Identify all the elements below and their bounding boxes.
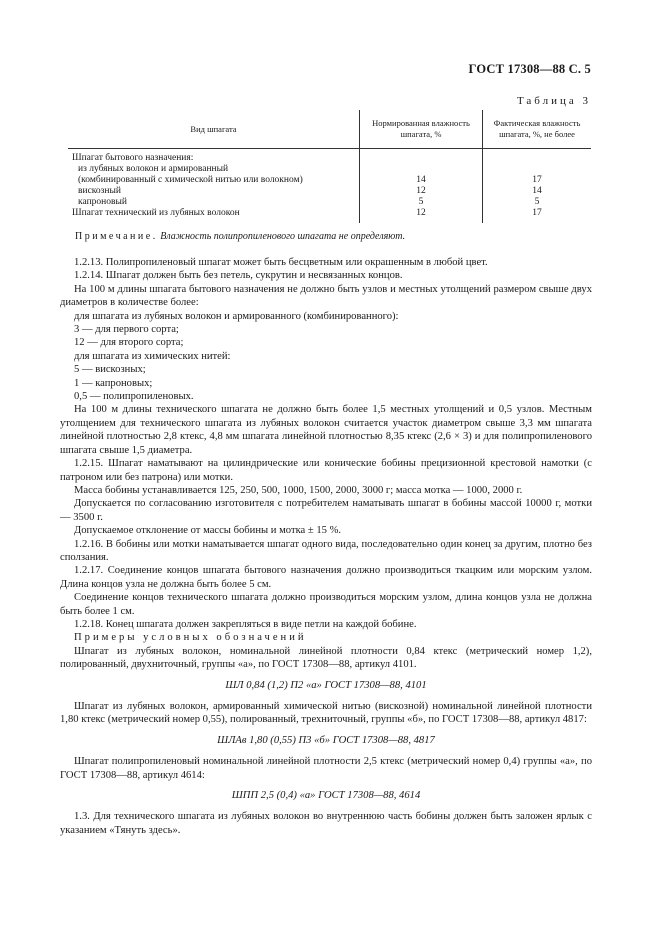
page-header: ГОСТ 17308—88 С. 5 xyxy=(468,62,591,76)
designation-code: ШПП 2,5 (0,4) «а» ГОСТ 17308—88, 4614 xyxy=(231,790,421,802)
row-label: (комбинированный с химической нитью или волокном) xyxy=(68,175,360,186)
row-norm: 5 xyxy=(360,197,483,208)
table-caption: Таблица 3 xyxy=(516,95,591,107)
example-text: Шпагат из лубяных волокон, номинальной линейной плотности 0,84 ктекс (метрический номер 1,2), полированный, двухниточный, группы «а», по ГОСТ 17308—88, артикул 4101. xyxy=(60,645,592,671)
paragraph: На 100 м длины шпагата бытового назначения не должно быть узлов и местных утолщений размером свыше двух диаметров в количестве более: xyxy=(60,283,592,309)
paragraph: Допускаемое отклонение от массы бобины и мотка ± 15 %. xyxy=(74,525,342,537)
list-item: для шпагата из химических нитей: xyxy=(74,350,231,362)
col-header-fact: Фактическая влажность шпагата, %, не более xyxy=(483,110,592,149)
paragraph: Соединение концов технического шпагата должно производиться морским узлом, длина концов узла не должна быть более 1 см. xyxy=(60,592,592,617)
example-text: Шпагат из лубяных волокон, армированный химической нитью (вискозной) номинальной линейной плотности 1,80 ктекс (метрический номер 0,55), полированный, трехниточный, группы «б», по ГОСТ 17308—88, артикул 4817: xyxy=(60,701,592,726)
table-row xyxy=(68,186,591,197)
table-row xyxy=(68,175,591,186)
row-fact: 14 xyxy=(532,186,542,196)
row-norm xyxy=(360,164,483,175)
col-header-norm: Нормированная влажность шпагата, % xyxy=(360,110,483,149)
example-text: Шпагат полипропиленовый номинальной линейной плотности 2,5 ктекс (метрический номер 0,4) группы «а», по ГОСТ 17308—88, артикул 4614: xyxy=(60,756,592,781)
table-header-row xyxy=(68,110,591,149)
list-item: 12 — для второго сорта; xyxy=(74,337,184,349)
paragraph: На 100 м длины технического шпагата не должно быть более 1,5 местных утолщений и 0,5 узлов. Местным утолщением для технического шпагата из лубяных волокон считается участок диаметром свыше 3,3 мм шпагата линейной плотностью 2,8 ктекс, 4,8 мм шпагата линейной плотностью 8,35 ктекс (2,6 × 3) и для полипропиленового шпагата свыше 1,5 диаметра. xyxy=(60,404,592,456)
note-text: Влажность полипропиленового шпагата не определяют. xyxy=(160,231,406,242)
row-label: Шпагат технический из лубяных волокон xyxy=(68,208,360,223)
row-norm xyxy=(360,149,483,165)
list-item: для шпагата из лубяных волокон и армированного (комбинированного): xyxy=(74,310,399,322)
row-fact xyxy=(483,149,592,165)
row-norm: 14 xyxy=(360,175,483,186)
note-label: Примечание. xyxy=(75,231,158,242)
row-fact: 17 xyxy=(532,208,542,218)
row-label: капроновый xyxy=(68,197,360,208)
paragraph: 1.2.16. В бобины или мотки наматывается шпагат одного вида, последовательно один конец за другим, плотно без сползания. xyxy=(60,538,592,563)
row-norm: 12 xyxy=(360,208,483,223)
paragraph: 1.2.17. Соединение концов шпагата бытового назначения должно производиться ткацким или морским узлом. Длина концов узла не должна быть более 5 см. xyxy=(60,565,592,590)
paragraph: 1.2.13. Полипропиленовый шпагат может быть бесцветным или окрашенным в любой цвет. xyxy=(74,257,488,268)
list-item: 0,5 — полипропиленовых. xyxy=(74,391,194,403)
table-row xyxy=(68,164,591,175)
row-fact: 5 xyxy=(534,197,540,207)
row-label: из лубяных волокон и армированный xyxy=(68,164,360,175)
list-item: 3 — для первого сорта; xyxy=(74,324,179,336)
designation-code: ШЛ 0,84 (1,2) П2 «а» ГОСТ 17308—88, 4101 xyxy=(225,679,427,691)
paragraph: 1.3. Для технического шпагата из лубяных волокон во внутреннюю часть бобины должен быть заложен ярлык с указанием «Тянуть здесь». xyxy=(60,811,592,836)
row-fact: 17 xyxy=(532,175,542,185)
paragraph: 1.2.18. Конец шпагата должен закрепляться в виде петли на каждой бобине. xyxy=(74,618,417,630)
paragraph: 1.2.15. Шпагат наматывают на цилиндрические или конические бобины прецизионной крестовой намотки (с патроном или без патрона) или мотки. xyxy=(60,458,592,483)
paragraph: 1.2.14. Шпагат должен быть без петель, сукрутин и несвязанных концов. xyxy=(74,270,403,282)
table-note xyxy=(75,231,405,242)
table-row xyxy=(68,208,591,223)
row-norm: 12 xyxy=(360,186,483,197)
list-item: 1 — капроновых; xyxy=(74,377,153,389)
row-label: Шпагат бытового назначения: xyxy=(68,149,360,165)
table-row xyxy=(68,149,591,165)
paragraph: Масса бобины устанавливается 125, 250, 500, 1000, 1500, 2000, 3000 г; масса мотка — 1000, 2000 г. xyxy=(74,484,523,496)
paragraph: Допускается по согласованию изготовителя с потребителем наматывать шпагат в бобины массой 10000 г, мотки — 3500 г. xyxy=(60,498,592,523)
moisture-table xyxy=(68,110,591,223)
table-row xyxy=(68,197,591,208)
document-body xyxy=(60,256,592,837)
row-label: вискозный xyxy=(68,186,360,197)
designation-code: ШЛАв 1,80 (0,55) П3 «б» ГОСТ 17308—88, 4817 xyxy=(217,734,435,746)
row-fact xyxy=(483,164,592,175)
examples-heading: Примеры условных обозначений xyxy=(74,632,307,644)
list-item: 5 — вискозных; xyxy=(74,364,146,376)
col-header-type: Вид шпагата xyxy=(68,110,360,149)
